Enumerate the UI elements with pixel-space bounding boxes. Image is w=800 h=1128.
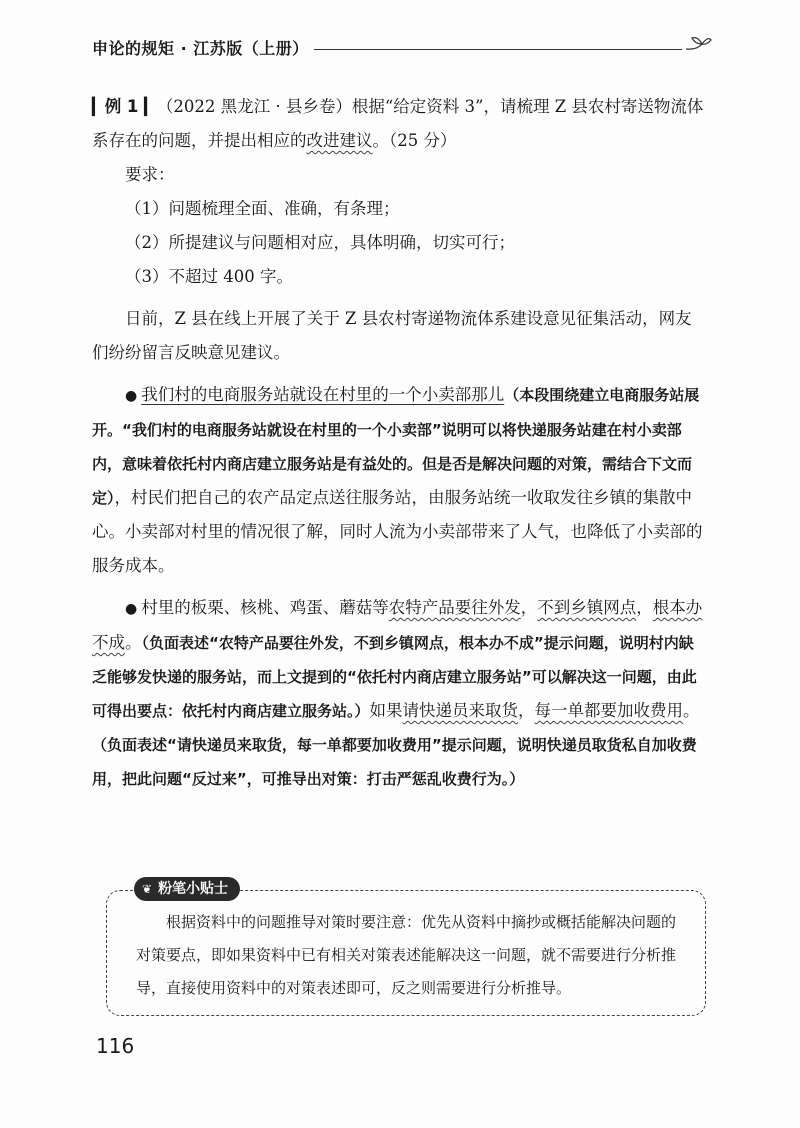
example-question: ▎例 1 ▎（2022 黑龙江 · 县乡卷）根据“给定资料 3”，请梳理 Z 县农村寄送物流体系存在的问题，并提出相应的改进建议。（25 分） (92, 97, 704, 150)
bullet-icon: ● (125, 601, 138, 617)
requirement-item: （2）所提建议与问题相对应，具体明确，切实可行； (125, 233, 515, 252)
leaf-icon: ❦ (142, 882, 153, 896)
sprout-icon (682, 34, 712, 58)
keyword-highlight: 根本办不成 (92, 598, 703, 652)
underlined-text: 我们村的电商服务站就设在村里的一个小卖部那儿 (141, 385, 505, 404)
keyword-highlight: 改进建议 (306, 131, 373, 150)
requirement-item: （1）问题梳理全面、准确，有条理； (125, 199, 400, 218)
keyword-highlight: 农特产品要往外发 (388, 598, 521, 617)
analysis-note: （负面表述“请快递员来取货，每一单都要加收费用”提示问题，说明快递员取货私自加收费用，把此问题“反过来”，可推导出对策：打击严惩乱收费行为。） (92, 736, 697, 788)
bullet-icon: ● (125, 388, 138, 404)
keyword-highlight: 不到乡镇网点 (537, 598, 637, 617)
example-tag: ▎例 1 ▎ (92, 97, 157, 116)
running-header (92, 34, 712, 58)
material-intro: 日前，Z 县在线上开展了关于 Z 县农村寄递物流体系建设意见征集活动，网友们纷纷留言反映意见建议。 (92, 309, 692, 362)
analysis-note: （本段围绕建立电商服务站展开。“我们村的电商服务站就设在村里的一个小卖部”说明可以将快递服务站建在村小卖部内，意味着依托村内商店建立服务站是有益处的。但是否是解决问题的对策，需结合下文而定） (92, 386, 700, 507)
page-body (92, 90, 708, 796)
tip-label: ❦ 粉笔小贴士 (134, 877, 240, 901)
keyword-highlight: 每一单都要加收费用 (534, 701, 684, 720)
header-rule (314, 49, 682, 50)
book-title: 申论的规矩 · 江苏版（上册） (92, 39, 309, 58)
material-paragraph-1: ● 我们村的电商服务站就设在村里的一个小卖部那儿（本段围绕建立电商服务站展开。“我们村的电商服务站就设在村里的一个小卖部”说明可以将快递服务站建在村小卖部内，意味着依托村内商店建立服务站是有益处的。但是否是解决问题的对策，需结合下文而定），村民们把自己的农产品定点送往服务站，由服务站统一收取发往乡镇的集散中心。小卖部对村里的情况很了解，同时人流为小卖部带来了人气，也降低了小卖部的服务成本。 (92, 385, 703, 575)
analysis-note: （负面表述“农特产品要往外发，不到乡镇网点，根本办不成”提示问题，说明村内缺乏能够发快递的服务站，而上文提到的“依托村内商店建立服务站”可以解决这一问题，由此可得出要点：依托村内商店建立服务站。） (92, 634, 697, 720)
tip-text: 根据资料中的问题推导对策时要注意：优先从资料中摘抄或概括能解决问题的对策要点，即如果资料中已有相关对策表述能解决这一问题，就不需要进行分析推导，直接使用资料中的对策表述即可，反之则需要进行分析推导。 (136, 913, 677, 997)
requirements-title: 要求： (125, 165, 175, 184)
material-paragraph-2: ● 村里的板栗、核桃、鸡蛋、蘑菇等农特产品要往外发，不到乡镇网点，根本办不成。（负面表述“农特产品要往外发，不到乡镇网点，根本办不成”提示问题，说明村内缺乏能够发快递的服务站，而上文提到的“依托村内商店建立服务站”可以解决这一问题，由此可得出要点：依托村内商店建立服务站。）如果请快递员来取货，每一单都要加收费用。（负面表述“请快递员来取货，每一单都要加收费用”提示问题，说明快递员取货私自加收费用，把此问题“反过来”，可推导出对策：打击严惩乱收费行为。） (92, 598, 703, 788)
page-number: 116 (96, 1034, 135, 1058)
requirement-item: （3）不超过 400 字。 (125, 267, 293, 286)
keyword-highlight: 请快递员来取货 (402, 701, 519, 720)
